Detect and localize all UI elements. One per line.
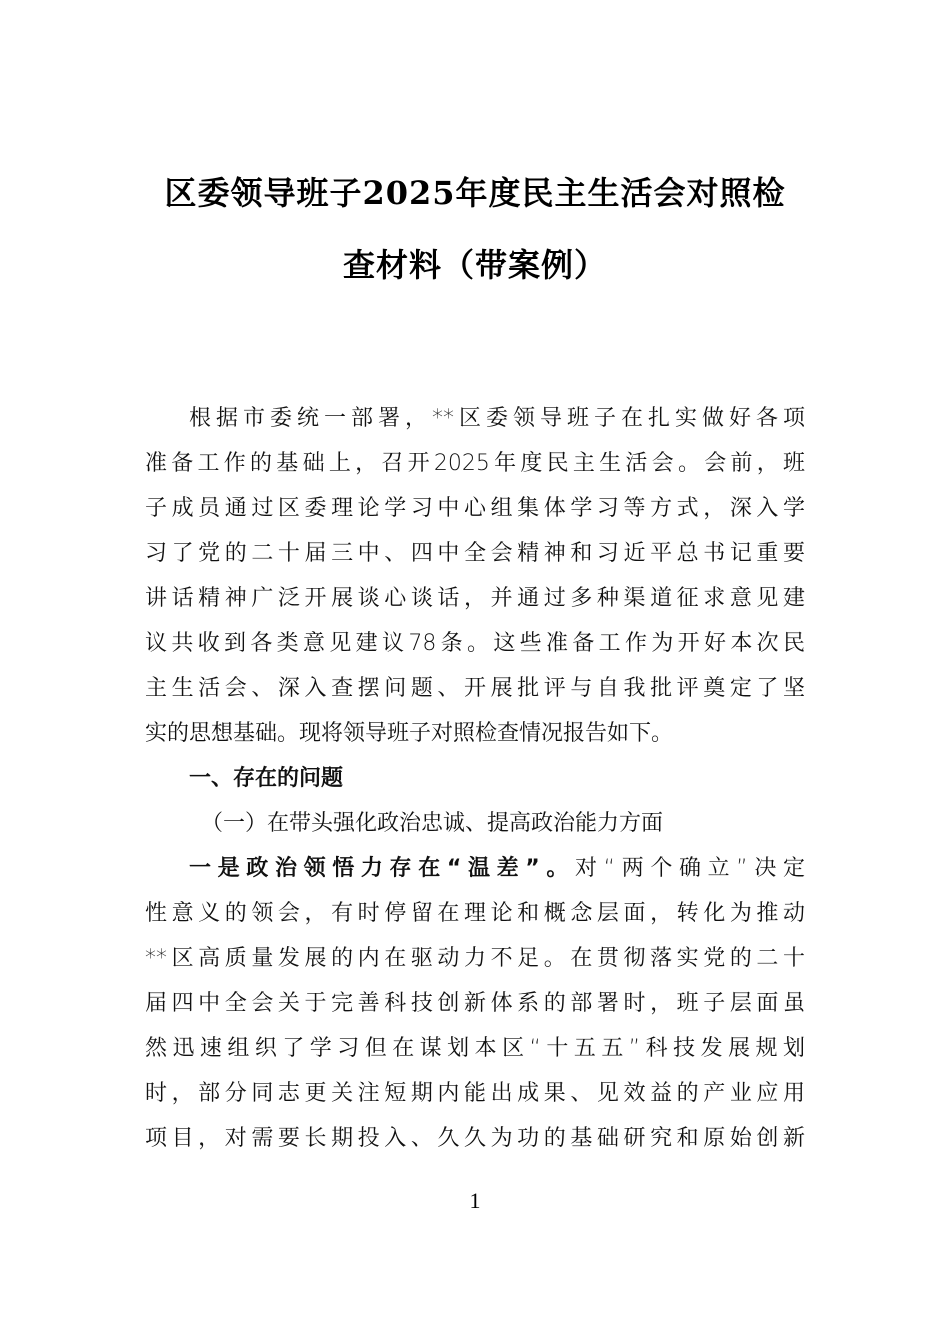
- text-line: 时，部分同志更关注短期内能出成果、见效益的产业应用: [145, 1081, 805, 1106]
- text-line: 然迅速组织了学习但在谋划本区“十五五”科技发展规划: [145, 1036, 805, 1061]
- text-line: 主生活会、深入查摆问题、开展批评与自我批评奠定了坚: [145, 676, 805, 701]
- text-line: 性意义的领会，有时停留在理论和概念层面，转化为推动: [145, 901, 805, 926]
- text-line: 实的思想基础。现将领导班子对照检查情况报告如下。: [145, 721, 674, 746]
- text-line: [145, 846, 805, 891]
- text-line: 准备工作的基础上，召开2025年度民主生活会。会前，班: [145, 451, 805, 476]
- point-text: 对“两个确立”决定: [575, 856, 806, 881]
- text-line: 根据市委统一部署，**区委领导班子在扎实做好各项: [189, 406, 805, 431]
- section-heading: 一、存在的问题: [189, 766, 344, 791]
- page-number: 1: [469, 1188, 481, 1213]
- text-line: 届四中全会关于完善科技创新体系的部署时，班子层面虽: [145, 991, 805, 1016]
- document-title-line-2: 查材料（带案例）: [342, 246, 607, 284]
- intro-paragraph: [145, 396, 805, 756]
- text-line: 子成员通过区委理论学习中心组集体学习等方式，深入学: [145, 496, 805, 521]
- point-paragraph: [145, 846, 805, 1161]
- text-line: 项目，对需要长期投入、久久为功的基础研究和原始创新: [145, 1126, 805, 1151]
- point-heading: 一是政治领悟力存在“温差”。: [189, 856, 576, 881]
- text-line: 习了党的二十届三中、四中全会精神和习近平总书记重要: [145, 541, 805, 566]
- document-body: [145, 396, 805, 1161]
- text-line: 议共收到各类意见建议78条。这些准备工作为开好本次民: [145, 631, 805, 656]
- text-line: **区高质量发展的内在驱动力不足。在贯彻落实党的二十: [145, 946, 805, 971]
- subsection-heading: （一）在带头强化政治忠诚、提高政治能力方面: [201, 811, 664, 836]
- document-title-line-1: 区委领导班子2025年度民主生活会对照检: [164, 174, 786, 212]
- text-line: 讲话精神广泛开展谈心谈话，并通过多种渠道征求意见建: [145, 586, 805, 611]
